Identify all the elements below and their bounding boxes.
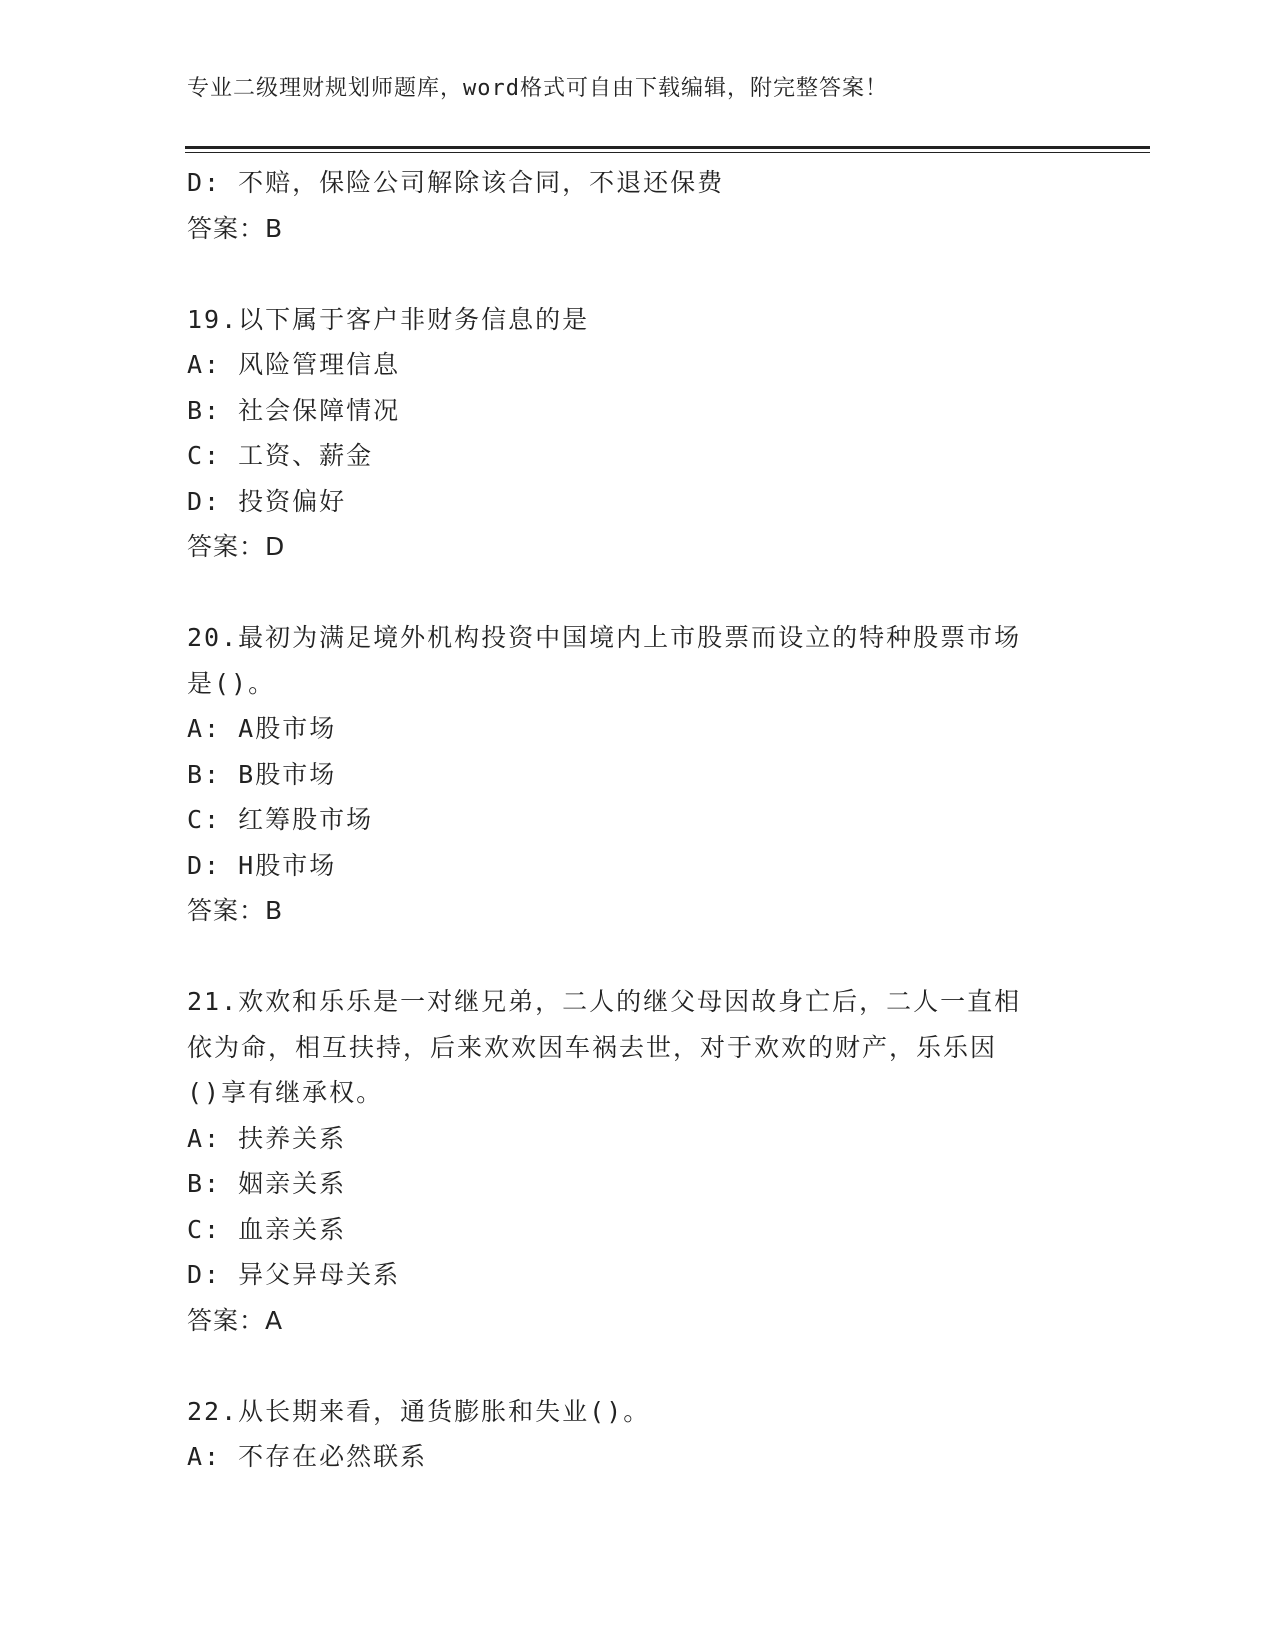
question-stem: 19.以下属于客户非财务信息的是 xyxy=(187,304,590,334)
header-rule-thin xyxy=(185,152,1150,153)
question-stem: 22.从长期来看，通货膨胀和失业()。 xyxy=(187,1396,651,1426)
option-line: C: 血亲关系 xyxy=(187,1214,347,1244)
question-stem: 21.欢欢和乐乐是一对继兄弟，二人的继父母因故身亡后，二人一直相 xyxy=(187,987,1022,1016)
option-line: A: A股市场 xyxy=(187,714,337,743)
question-content xyxy=(187,160,1107,1480)
option-line: C: 红筹股市场 xyxy=(187,805,374,834)
option-line: D: 投资偏好 xyxy=(187,486,347,516)
question-block xyxy=(187,297,1107,570)
option-line: A: 扶养关系 xyxy=(187,1123,347,1153)
question-stem: 是()。 xyxy=(187,668,276,698)
option-line: A: 风险管理信息 xyxy=(187,350,401,379)
question-stem: 20.最初为满足境外机构投资中国境内上市股票而设立的特种股票市场 xyxy=(187,623,1022,652)
option-line: B: B股市场 xyxy=(187,759,337,789)
answer-line: 答案：B xyxy=(187,896,284,925)
question-block xyxy=(187,615,1107,934)
answer-line: 答案：A xyxy=(187,1305,284,1335)
answer-line: 答案：D xyxy=(187,532,286,561)
option-line: B: 社会保障情况 xyxy=(187,395,401,425)
option-line: B: 姻亲关系 xyxy=(187,1169,347,1198)
header-rule-thick xyxy=(185,146,1150,149)
answer-line: 答案：B xyxy=(187,213,284,243)
page-header: 专业二级理财规划师题库，word格式可自由下载编辑，附完整答案！ xyxy=(187,76,888,101)
question-block xyxy=(187,979,1107,1343)
option-line: A: 不存在必然联系 xyxy=(187,1442,428,1471)
question-stem: 依为命，相互扶持，后来欢欢因车祸去世，对于欢欢的财产，乐乐因 xyxy=(187,1032,998,1062)
option-line: D: H股市场 xyxy=(187,850,337,880)
question-stem: ()享有继承权。 xyxy=(187,1078,384,1107)
option-line: D: 不赔，保险公司解除该合同，不退还保费 xyxy=(187,168,725,197)
option-line: C: 工资、薪金 xyxy=(187,441,374,470)
option-line: D: 异父异母关系 xyxy=(187,1260,401,1289)
question-block xyxy=(187,1389,1107,1480)
